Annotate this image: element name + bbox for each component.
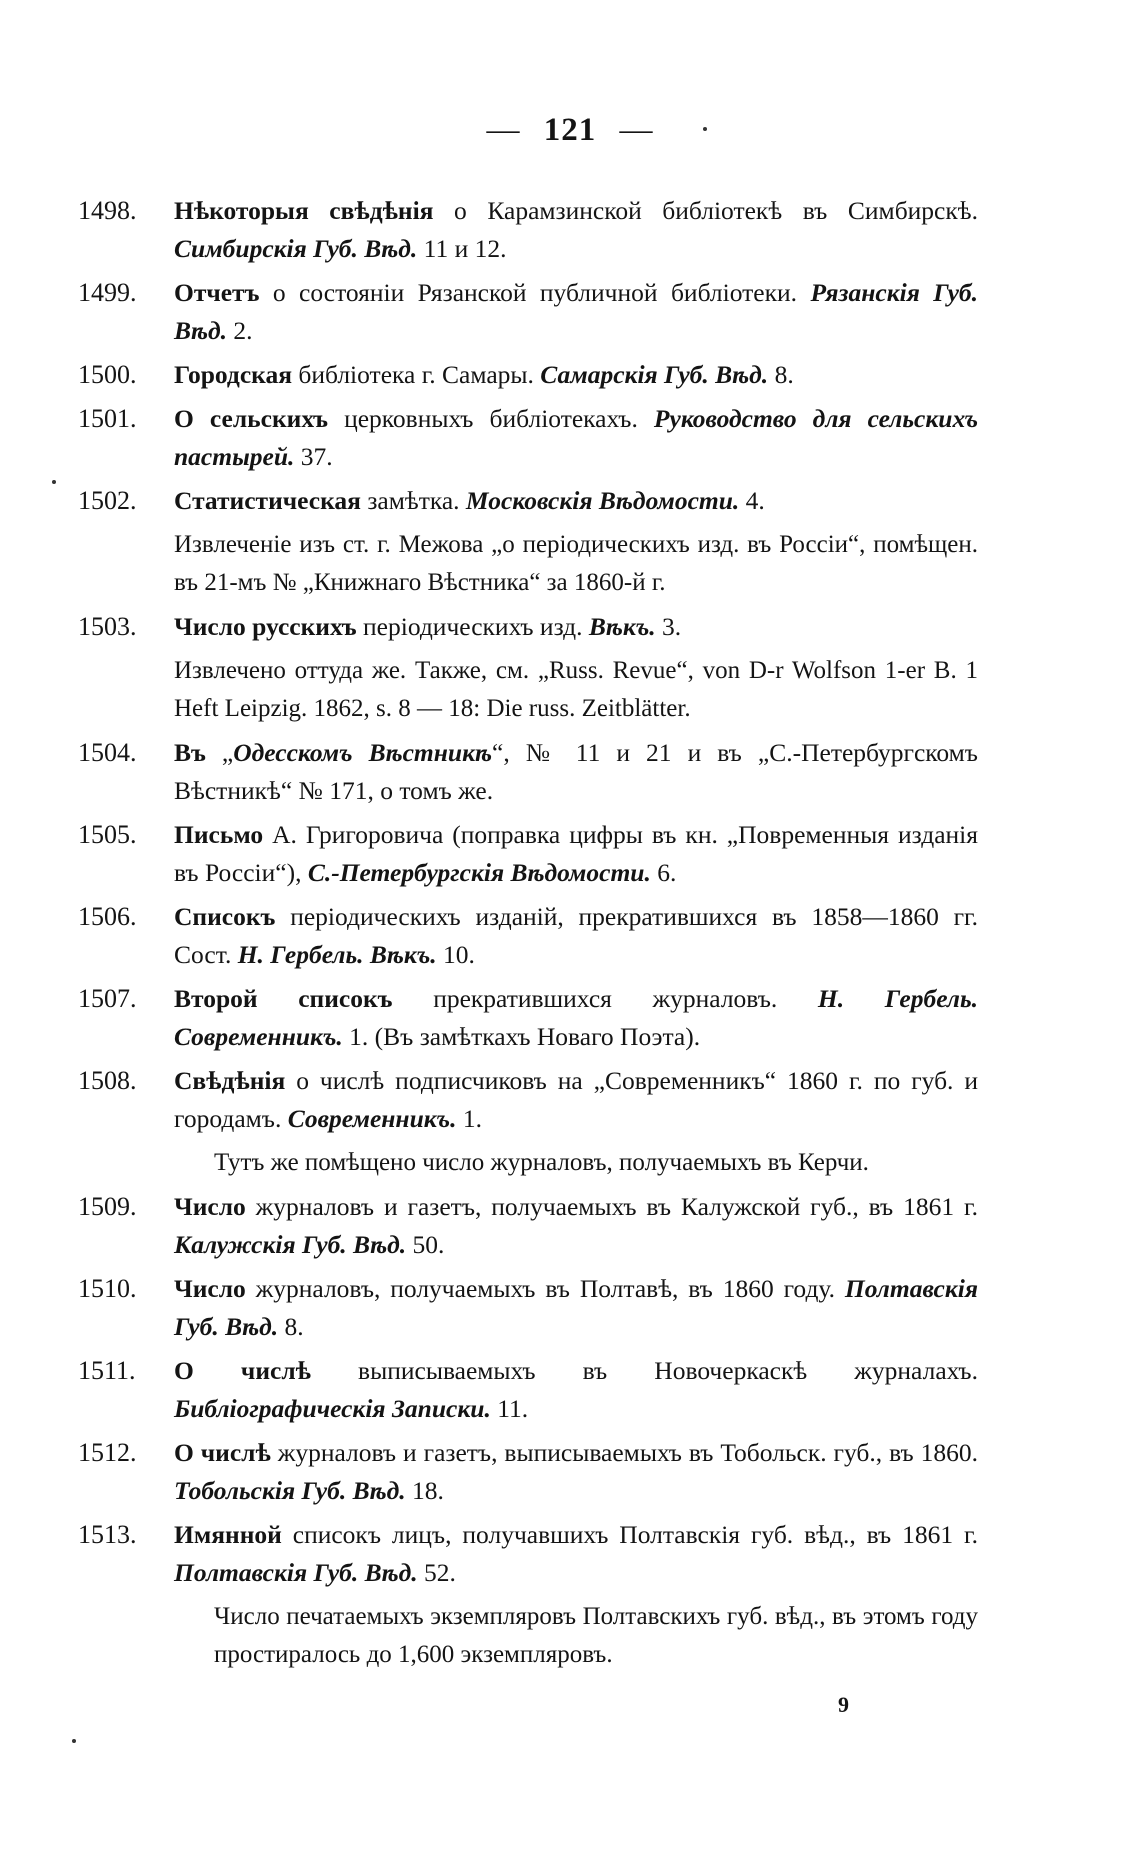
entry-source: Вѣкъ. — [588, 612, 656, 641]
entry-1507 — [78, 980, 978, 1056]
entry-lead: Письмо — [174, 820, 264, 849]
entry-text: библіотека г. Самары. — [292, 360, 541, 389]
entry-source: Полтавскія Губ. Вѣд. — [174, 1274, 978, 1341]
entry-1501 — [78, 400, 978, 476]
entry-text: списокъ лицъ, получавшихъ Полтавскія губ. вѣд., въ 1861 г. — [281, 1520, 978, 1549]
entry-source: Рязанскія Губ. Вѣд. — [174, 278, 979, 345]
entry-number: 1507. — [78, 984, 137, 1013]
entry-1503 — [78, 608, 978, 646]
entry-text: замѣтка. — [360, 486, 466, 515]
entry-1511 — [78, 1352, 978, 1428]
entry-text: „ — [205, 738, 234, 767]
ink-speck — [72, 1739, 76, 1743]
entry-lead: Списокъ — [174, 902, 276, 931]
entry-tail: 10. — [436, 940, 475, 969]
entry-number: 1505. — [78, 820, 137, 849]
entry-source: Библіографическія Записки. — [174, 1394, 491, 1423]
entry-tail: “, № 11 и 21 и въ „С.-Петербургскомъ Вѣстникѣ“ № 171, о томъ же. — [174, 738, 978, 805]
entry-text: выписываемыхъ въ Новочеркаскѣ журналахъ. — [310, 1356, 978, 1385]
entry-1498 — [78, 192, 978, 268]
entry-source: Калужскія Губ. Вѣд. — [174, 1230, 407, 1259]
signature-mark: 9 — [838, 1692, 849, 1717]
entry-1508 — [78, 1062, 978, 1138]
entry-text: А. Григоровича (поправка цифры въ кн. „Повременныя изданія въ Россіи“), — [174, 820, 978, 887]
entry-1513 — [78, 1516, 978, 1592]
entry-tail: 2. — [227, 316, 253, 345]
entry-lead: Число русскихъ — [174, 612, 357, 641]
entry-1510 — [78, 1270, 978, 1346]
entry-lead: Число — [174, 1192, 246, 1221]
entry-source: Руководство для сельскихъ пастырей. — [174, 404, 979, 471]
entry-number: 1511. — [78, 1356, 136, 1385]
entry-note: Тутъ же помѣщено число журналовъ, получаемыхъ въ Керчи. — [214, 1149, 869, 1176]
header-dash-right: — — [619, 112, 654, 148]
entry-number: 1499. — [78, 278, 137, 307]
entry-source: Н. Гербель. Современникъ. — [174, 984, 978, 1051]
entry-lead: Статистическая — [174, 486, 361, 515]
entry-tail: 1. — [456, 1104, 482, 1133]
entry-number: 1506. — [78, 902, 137, 931]
entry-source: Н. Гербель. Вѣкъ. — [237, 940, 437, 969]
entry-1506 — [78, 898, 978, 974]
entry-tail: 11. — [490, 1394, 529, 1423]
entry-1502 — [78, 482, 978, 520]
entry-note: Извлеченіе изъ ст. г. Межова „о періодическихъ изд. въ Россіи“, помѣщен. въ 21-мъ № „Книжнаго Вѣстника“ за 1860-й г. — [174, 531, 978, 596]
entry-lead: О числѣ — [174, 1356, 311, 1385]
entry-lead: Нѣкоторыя свѣдѣнія — [174, 196, 434, 225]
entry-lead: Число — [174, 1274, 246, 1303]
entry-number: 1512. — [78, 1438, 137, 1467]
entry-1505 — [78, 816, 978, 892]
entry-source: Современникъ. — [287, 1104, 457, 1133]
entry-lead: Отчетъ — [174, 278, 260, 307]
page-number: 121 — [543, 112, 597, 148]
entry-1512 — [78, 1434, 978, 1510]
entry-number: 1501. — [78, 404, 137, 433]
entry-text: о Карамзинской библіотекѣ въ Симбирскѣ. — [433, 196, 978, 225]
entry-note: Число печатаемыхъ экземпляровъ Полтавскихъ губ. вѣд., въ этомъ году простиралось до 1,600 экземпляровъ. — [214, 1603, 978, 1668]
entry-text: журналовъ и газетъ, выписываемыхъ въ Тобольск. губ., въ 1860. — [270, 1438, 978, 1467]
entry-tail: 18. — [405, 1476, 444, 1505]
entry-number: 1502. — [78, 486, 137, 515]
entry-text: періодическихъ изданій, прекратившихся въ 1858—1860 гг. Сост. — [174, 902, 978, 969]
entry-number: 1508. — [78, 1066, 137, 1095]
entry-source: Московскія Вѣдомости. — [465, 486, 740, 515]
entry-tail: 6. — [650, 858, 677, 887]
bibliography-entries — [78, 192, 978, 1680]
entry-tail: 8. — [768, 360, 794, 389]
entry-source: Самарскія Губ. Вѣд. — [540, 360, 769, 389]
header-dash-left: — — [486, 112, 521, 148]
entry-text: о числѣ подписчиковъ на „Современникъ“ 1860 г. по губ. и городамъ. — [174, 1066, 978, 1133]
entry-number: 1500. — [78, 360, 137, 389]
entry-source: Симбирскія Губ. Вѣд. — [174, 234, 418, 263]
page-number-header — [0, 112, 1140, 149]
entry-lead: Въ — [174, 738, 206, 767]
entry-1499 — [78, 274, 978, 350]
entry-text: періодическихъ изд. — [356, 612, 589, 641]
entry-number: 1504. — [78, 738, 137, 767]
ink-speck — [52, 480, 56, 484]
entry-tail: 1. (Въ замѣткахъ Новаго Поэта). — [342, 1022, 701, 1051]
entry-number: 1509. — [78, 1192, 137, 1221]
entry-1504 — [78, 734, 978, 810]
entry-tail: 3. — [655, 612, 682, 641]
entry-number: 1513. — [78, 1520, 137, 1549]
entry-text: журналовъ, получаемыхъ въ Полтавѣ, въ 1860 году. — [245, 1274, 845, 1303]
ink-speck — [703, 127, 707, 131]
entry-lead: Свѣдѣнія — [174, 1066, 286, 1095]
entry-tail: 11 и 12. — [417, 234, 507, 263]
entry-number: 1503. — [78, 612, 137, 641]
entry-source: С.-Петербургскія Вѣдомости. — [307, 858, 651, 887]
entry-tail: 4. — [739, 486, 765, 515]
entry-1500 — [78, 356, 978, 394]
entry-lead: Второй списокъ — [174, 984, 393, 1013]
entry-lead: Имянной — [174, 1520, 282, 1549]
entry-text: прекратившихся журналовъ. — [392, 984, 818, 1013]
entry-tail: 37. — [294, 442, 333, 471]
entry-lead: Городская — [174, 360, 292, 389]
entry-lead: О числѣ — [174, 1438, 271, 1467]
entry-1509 — [78, 1188, 978, 1264]
entry-source: Одесскомъ Вѣстникѣ — [233, 738, 493, 767]
entry-text: церковныхъ библіотекахъ. — [328, 404, 654, 433]
entry-lead: О сельскихъ — [174, 404, 329, 433]
entry-tail: 52. — [417, 1558, 456, 1587]
entry-note: Извлечено оттуда же. Также, см. „Russ. Revue“, von D-r Wolfson 1-er B. 1 Heft Leipzig. 1862, s. 8 — 18: Die russ. Zeitblätter. — [174, 657, 978, 722]
entry-tail: 50. — [406, 1230, 445, 1259]
entry-text: о состояніи Рязанской публичной библіотеки. — [259, 278, 811, 307]
entry-source: Полтавскія Губ. Вѣд. — [174, 1558, 418, 1587]
entry-number: 1498. — [78, 196, 137, 225]
entry-source: Тобольскія Губ. Вѣд. — [174, 1476, 406, 1505]
entry-text: журналовъ и газетъ, получаемыхъ въ Калужской губ., въ 1861 г. — [245, 1192, 978, 1221]
entry-number: 1510. — [78, 1274, 137, 1303]
entry-tail: 8. — [278, 1312, 304, 1341]
